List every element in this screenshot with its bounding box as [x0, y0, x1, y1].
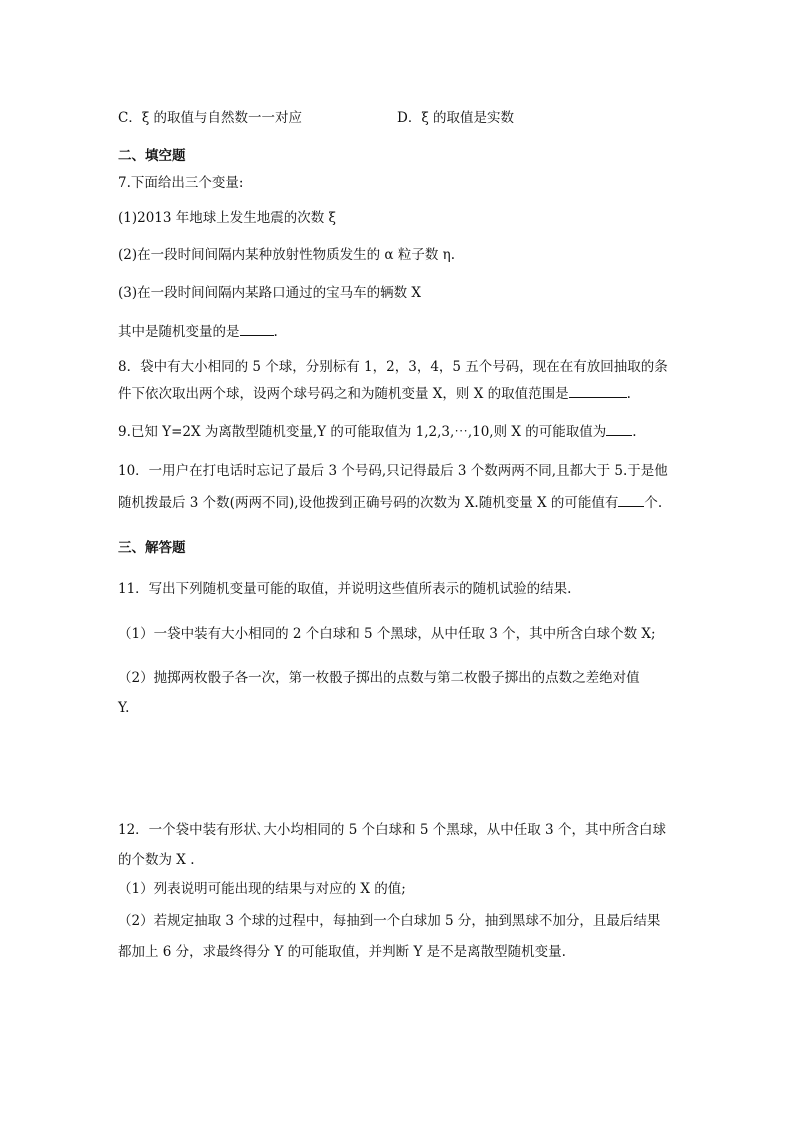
question-9-end: .	[632, 424, 637, 440]
section-heading-fill-in: 二、填空题	[118, 148, 186, 164]
answer-blank	[606, 421, 632, 436]
question-7-item-2: (2)在一段时间间隔内某种放射性物质发生的 α 粒子数 η.	[118, 247, 455, 263]
question-10-line-1: 10．一用户在打电话时忘记了最后 3 个号码,只记得最后 3 个数两两不同,且都大于 5.于是他	[118, 463, 668, 479]
question-10-line-2-end: 个.	[644, 495, 663, 511]
answer-blank	[240, 321, 274, 336]
option-c: C．ξ 的取值与自然数一一对应	[118, 110, 303, 126]
question-9	[118, 421, 637, 442]
question-8-line-2-text: 件下依次取出两个球，设两个球号码之和为随机变量 X，则 X 的取值范围是	[118, 386, 569, 402]
question-8-line-2	[118, 383, 631, 404]
question-7-item-1: (1)2013 年地球上发生地震的次数 ξ	[118, 210, 336, 226]
question-8-line-1: 8．袋中有大小相同的 5 个球，分别标有 1，2，3，4，5 五个号码，现在在有放回抽取的条	[118, 359, 668, 375]
answer-blank	[618, 492, 644, 507]
question-12-part-2-line-2: 都加上 6 分，求最终得分 Y 的可能取值，并判断 Y 是不是离散型随机变量.	[118, 944, 566, 960]
question-11-part-2-line-2: Y.	[118, 700, 130, 716]
question-12-part-1: （1）列表说明可能出现的结果与对应的 X 的值;	[118, 881, 406, 897]
question-7-item-3: (3)在一段时间间隔内某路口通过的宝马车的辆数 X	[118, 285, 422, 301]
question-7-ask	[118, 321, 278, 342]
answer-blank	[569, 383, 627, 398]
question-12-line-1: 12．一个袋中装有形状､大小均相同的 5 个白球和 5 个黑球，从中任取 3 个，其中所含白球	[118, 822, 666, 838]
question-7-ask-end: .	[273, 324, 278, 340]
question-7-stem: 7.下面给出三个变量:	[118, 175, 244, 191]
question-11-stem: 11．写出下列随机变量可能的取值，并说明这些值所表示的随机试验的结果.	[118, 581, 572, 597]
question-10-line-2	[118, 492, 662, 513]
question-11-part-2-line-1: （2）抛掷两枚骰子各一次，第一枚骰子掷出的点数与第二枚骰子掷出的点数之差绝对值	[118, 670, 640, 686]
question-7-ask-text: 其中是随机变量的是	[118, 324, 240, 340]
question-10-line-2-text: 随机拨最后 3 个数(两两不同),设他拨到正确号码的次数为 X.随机变量 X 的可能值有	[118, 495, 619, 511]
question-9-text: 9.已知 Y=2X 为离散型随机变量,Y 的可能取值为 1,2,3,⋯,10,则 X 的可能取值为	[118, 424, 607, 440]
question-12-line-2: 的个数为 X .	[118, 852, 195, 868]
question-8-line-2-end: .	[626, 386, 631, 402]
question-11-part-1: （1）一袋中装有大小相同的 2 个白球和 5 个黑球，从中任取 3 个，其中所含白球个数 X;	[118, 626, 656, 642]
option-d: D．ξ 的取值是实数	[397, 110, 515, 126]
section-heading-solutions: 三、解答题	[118, 540, 186, 556]
question-12-part-2-line-1: （2）若规定抽取 3 个球的过程中，每抽到一个白球加 5 分，抽到黑球不加分，且最后结果	[118, 913, 661, 929]
